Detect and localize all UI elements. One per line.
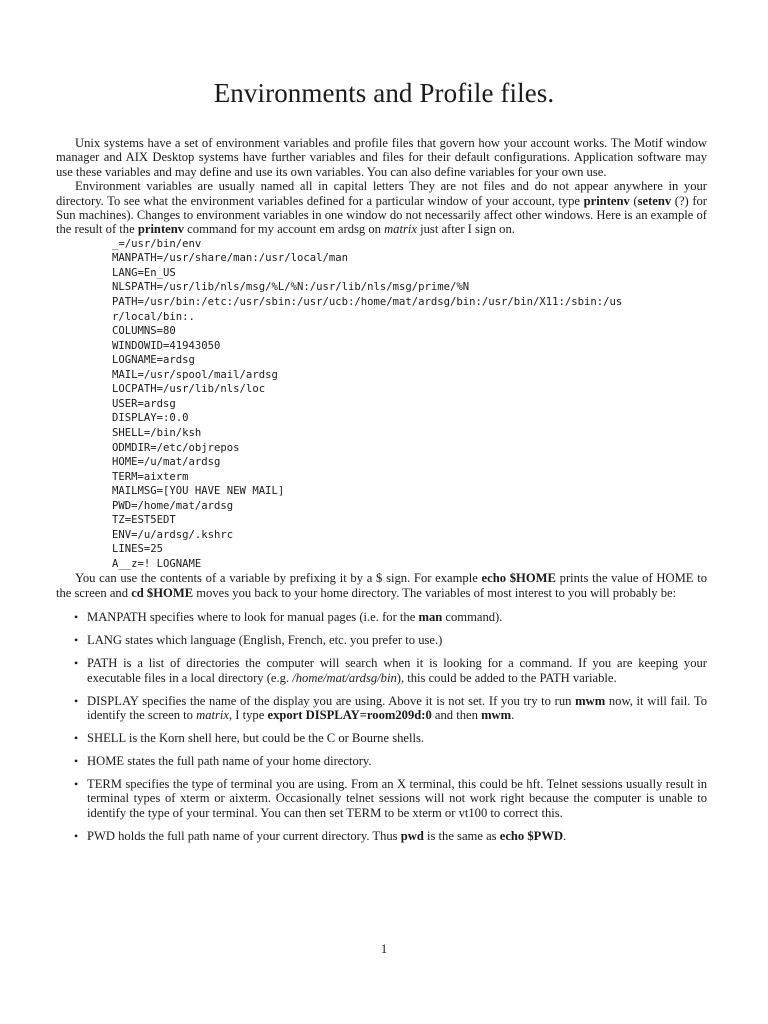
- text-span: is the same as: [423, 828, 500, 843]
- text-span: .: [511, 708, 515, 723]
- text-span: HOME states the full path name of your home directory.: [87, 754, 372, 769]
- list-item-manpath: [56, 610, 707, 624]
- env-line: _=/usr/bin/env: [112, 237, 202, 250]
- list-item-shell: [56, 731, 707, 745]
- env-line: PWD=/home/mat/ardsg: [112, 499, 234, 512]
- text-span: , I type: [229, 708, 268, 723]
- env-line: LOCPATH=/usr/lib/nls/loc: [112, 383, 266, 396]
- env-line: DISPLAY=:0.0: [112, 412, 189, 425]
- env-line: MANPATH=/usr/share/man:/usr/local/man: [112, 252, 348, 265]
- text-span: MANPATH specifies where to look for manual pages (i.e. for the: [87, 610, 419, 625]
- intro-paragraph: Unix systems have a set of environment variables and profile files that govern how your account works. The Motif window manager and AIX Desktop systems have further variables and files for their default configurations. Application software may use these variables and may define and use its own variables. You can also define variables for your own use.: [56, 136, 707, 179]
- text-span: You can use the contents of a variable by prefixing it by a $ sign. For example: [75, 571, 482, 586]
- bullet-icon: •: [74, 731, 79, 746]
- page-title: Environments and Profile files.: [213, 78, 555, 108]
- env-line: USER=ardsg: [112, 397, 176, 410]
- command-cd-home: cd $HOME: [131, 585, 194, 600]
- text-span: Environment variables are usually named all in capital letters They are not files and do not appear anywhere in your directory. To see what the environment variables defined for a particular window of your account, type: [56, 179, 707, 208]
- text-span: PATH is a list of directories the computer will search when it is looking for a command. If you are keeping your executable files in a local directory (e.g.: [87, 656, 707, 685]
- env-line: LANG=En_US: [112, 266, 176, 279]
- document-body: [56, 136, 707, 852]
- command-echo-pwd: echo $PWD: [499, 828, 564, 843]
- text-span: command).: [442, 610, 503, 625]
- text-span: TERM specifies the type of terminal you are using. From an X terminal, this could be hft. Telnet sessions usually result in terminal types of xterm or aixterm. Occasionally telnet sessions will not work right because the computer is unable to identify the type of your terminal. You can then set TERM to be xterm or vt100 to correct this.: [87, 777, 707, 820]
- machine-name: matrix: [384, 222, 417, 237]
- list-item-lang: [56, 633, 707, 647]
- command-mwm: mwm: [575, 693, 606, 708]
- text-span: (: [629, 193, 638, 208]
- text-span: .: [563, 828, 567, 843]
- command-setenv: setenv: [637, 193, 672, 208]
- list-item-display: [56, 694, 707, 723]
- text-span: PWD holds the full path name of your current directory. Thus: [87, 828, 401, 843]
- text-span: ), this could be added to the PATH variable.: [396, 670, 617, 685]
- bullet-icon: •: [74, 610, 79, 625]
- env-line: MAILMSG=[YOU HAVE NEW MAIL]: [112, 485, 285, 498]
- command-pwd: pwd: [400, 828, 424, 843]
- text-span: now, it will fail. To identify the screen to: [87, 693, 707, 723]
- text-span: SHELL is the Korn shell here, but could be the C or Bourne shells.: [87, 731, 425, 746]
- command-echo-home: echo $HOME: [481, 571, 556, 586]
- text-span: LANG states which language (English, French, etc. you prefer to use.): [87, 633, 443, 648]
- command-man: man: [418, 610, 443, 625]
- bullet-icon: •: [74, 777, 79, 792]
- text-span: (?) for Sun machines). Changes to environment variables in one window do not necessarily affect other windows. Here is an example of the result of the: [56, 193, 707, 237]
- env-line: LINES=25: [112, 543, 164, 556]
- bullet-icon: •: [74, 633, 79, 648]
- command-printenv: printenv: [137, 222, 185, 237]
- list-item-path: [56, 656, 707, 685]
- page-number: 1: [380, 942, 388, 956]
- machine-name: matrix: [196, 708, 229, 723]
- env-line: r/local/bin:.: [112, 310, 195, 323]
- directory-path: /home/mat/ardsg/bin: [292, 670, 397, 685]
- command-export-display: export DISPLAY=room209d:0: [267, 708, 432, 723]
- list-item-home: [56, 754, 707, 768]
- bullet-icon: •: [74, 693, 79, 708]
- variable-usage-paragraph: [56, 571, 707, 600]
- variables-list: [56, 610, 707, 843]
- text-span: moves you back to your home directory. The variables of most interest to you will probably be:: [193, 585, 677, 600]
- env-line: COLUMNS=80: [112, 325, 176, 338]
- env-line: HOME=/u/mat/ardsg: [112, 456, 221, 469]
- text-span: and then: [431, 708, 482, 723]
- env-line: A__z=! LOGNAME: [112, 557, 202, 570]
- text-span: DISPLAY specifies the name of the display you are using. Above it is not set. If you try to run: [87, 693, 576, 708]
- text-span: just after I sign on.: [416, 222, 515, 237]
- env-line: LOGNAME=ardsg: [112, 354, 195, 367]
- printenv-output: [112, 237, 707, 572]
- env-line: MAIL=/usr/spool/mail/ardsg: [112, 368, 278, 381]
- env-line: TERM=aixterm: [112, 470, 189, 483]
- env-line: PATH=/usr/bin:/etc:/usr/sbin:/usr/ucb:/home/mat/ardsg/bin:/usr/bin/X11:/sbin:/us: [112, 296, 623, 309]
- env-line: TZ=EST5EDT: [112, 514, 176, 527]
- command-mwm: mwm: [481, 708, 512, 723]
- text-span: prints the value of HOME to the screen and: [56, 571, 708, 600]
- list-item-pwd: [56, 829, 707, 843]
- env-line: ODMDIR=/etc/objrepos: [112, 441, 240, 454]
- command-printenv: printenv: [583, 193, 630, 208]
- env-line: ENV=/u/ardsg/.kshrc: [112, 528, 234, 541]
- list-item-term: [56, 777, 707, 820]
- env-variables-paragraph: [56, 179, 707, 237]
- bullet-icon: •: [74, 656, 79, 671]
- env-line: SHELL=/bin/ksh: [112, 426, 202, 439]
- env-line: WINDOWID=41943050: [112, 339, 221, 352]
- env-line: NLSPATH=/usr/lib/nls/msg/%L/%N:/usr/lib/nls/msg/prime/%N: [112, 281, 470, 294]
- bullet-icon: •: [74, 754, 79, 769]
- bullet-icon: •: [74, 828, 79, 843]
- text-span: command for my account em ardsg on: [184, 222, 385, 237]
